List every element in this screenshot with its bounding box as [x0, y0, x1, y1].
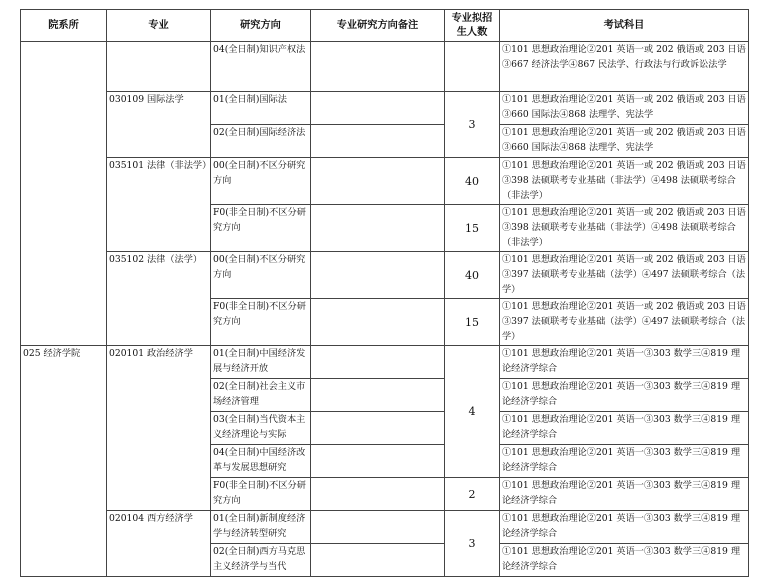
major-cell: 035102 法律（法学）	[107, 252, 211, 346]
admissions-table	[20, 9, 749, 577]
header-direction: 研究方向	[211, 10, 311, 42]
quota-cell: 3	[445, 92, 500, 158]
direction-cell: 01(全日制)新制度经济学与经济转型研究	[211, 511, 311, 544]
remark-cell	[311, 158, 445, 205]
subjects-cell: ①101 思想政治理论②201 英语一③303 数学三④819 理论经济学综合	[500, 346, 749, 379]
subjects-cell: ①101 思想政治理论②201 英语一或 202 俄语或 203 日语③398 法硕联考专业基础（非法学）④498 法硕联考综合（非法学）	[500, 205, 749, 252]
remark-cell	[311, 42, 445, 92]
direction-cell: 04(全日制)中国经济改革与发展思想研究	[211, 445, 311, 478]
dept-cell-blank	[21, 42, 107, 346]
table-row	[21, 511, 749, 544]
subjects-cell: ①101 思想政治理论②201 英语一③303 数学三④819 理论经济学综合	[500, 478, 749, 511]
remark-cell	[311, 346, 445, 379]
header-subjects: 考试科目	[500, 10, 749, 42]
direction-cell: 02(全日制)国际经济法	[211, 125, 311, 158]
direction-cell: 01(全日制)国际法	[211, 92, 311, 125]
direction-cell: 00(全日制)不区分研究方向	[211, 252, 311, 299]
header-major: 专业	[107, 10, 211, 42]
direction-cell: 03(全日制)当代资本主义经济理论与实际	[211, 412, 311, 445]
major-cell: 020101 政治经济学	[107, 346, 211, 511]
subjects-cell: ①101 思想政治理论②201 英语一③303 数学三④819 理论经济学综合	[500, 379, 749, 412]
remark-cell	[311, 205, 445, 252]
major-cell: 020104 西方经济学	[107, 511, 211, 577]
quota-cell: 40	[445, 252, 500, 299]
subjects-cell: ①101 思想政治理论②201 英语一③303 数学三④819 理论经济学综合	[500, 511, 749, 544]
direction-cell: F0(非全日制)不区分研究方向	[211, 478, 311, 511]
direction-cell: 00(全日制)不区分研究方向	[211, 158, 311, 205]
subjects-cell: ①101 思想政治理论②201 英语一或 202 俄语或 203 日语③667 经济法学④867 民法学、行政法与行政诉讼法学	[500, 42, 749, 92]
remark-cell	[311, 252, 445, 299]
remark-cell	[311, 379, 445, 412]
table-row	[21, 252, 749, 299]
remark-cell	[311, 125, 445, 158]
direction-cell: F0(非全日制)不区分研究方向	[211, 299, 311, 346]
remark-cell	[311, 299, 445, 346]
direction-cell: 02(全日制)社会主义市场经济管理	[211, 379, 311, 412]
quota-cell: 4	[445, 346, 500, 478]
major-cell-blank	[107, 42, 211, 92]
remark-cell	[311, 412, 445, 445]
quota-cell: 40	[445, 158, 500, 205]
subjects-cell: ①101 思想政治理论②201 英语一③303 数学三④819 理论经济学综合	[500, 412, 749, 445]
subjects-cell: ①101 思想政治理论②201 英语一或 202 俄语或 203 日语③660 国际法④868 法理学、宪法学	[500, 92, 749, 125]
major-cell: 035101 法律（非法学）	[107, 158, 211, 252]
quota-cell: 15	[445, 205, 500, 252]
subjects-cell: ①101 思想政治理论②201 英语一或 202 俄语或 203 日语③397 法硕联考专业基础（法学）④497 法硕联考综合（法学）	[500, 299, 749, 346]
dept-cell: 025 经济学院	[21, 346, 107, 577]
major-cell: 030109 国际法学	[107, 92, 211, 158]
quota-cell: 2	[445, 478, 500, 511]
remark-cell	[311, 445, 445, 478]
remark-cell	[311, 544, 445, 577]
remark-cell	[311, 478, 445, 511]
direction-cell: F0(非全日制)不区分研究方向	[211, 205, 311, 252]
quota-cell: 3	[445, 511, 500, 577]
subjects-cell: ①101 思想政治理论②201 英语一③303 数学三④819 理论经济学综合	[500, 445, 749, 478]
header-quota: 专业拟招生人数	[445, 10, 500, 42]
subjects-cell: ①101 思想政治理论②201 英语一或 202 俄语或 203 日语③397 法硕联考专业基础（法学）④497 法硕联考综合（法学）	[500, 252, 749, 299]
remark-cell	[311, 511, 445, 544]
header-dept: 院系所	[21, 10, 107, 42]
table-row	[21, 346, 749, 379]
table-row	[21, 92, 749, 125]
remark-cell	[311, 92, 445, 125]
subjects-cell: ①101 思想政治理论②201 英语一或 202 俄语或 203 日语③660 国际法④868 法理学、宪法学	[500, 125, 749, 158]
subjects-cell: ①101 思想政治理论②201 英语一或 202 俄语或 203 日语③398 法硕联考专业基础（非法学）④498 法硕联考综合（非法学）	[500, 158, 749, 205]
direction-cell: 01(全日制)中国经济发展与经济开放	[211, 346, 311, 379]
subjects-cell: ①101 思想政治理论②201 英语一③303 数学三④819 理论经济学综合	[500, 544, 749, 577]
direction-cell: 02(全日制)西方马克思主义经济学与当代	[211, 544, 311, 577]
table-row	[21, 42, 749, 92]
direction-cell: 04(全日制)知识产权法	[211, 42, 311, 92]
quota-cell-blank	[445, 42, 500, 92]
header-remark: 专业研究方向备注	[311, 10, 445, 42]
quota-cell: 15	[445, 299, 500, 346]
header-row	[21, 10, 749, 42]
table-row	[21, 158, 749, 205]
